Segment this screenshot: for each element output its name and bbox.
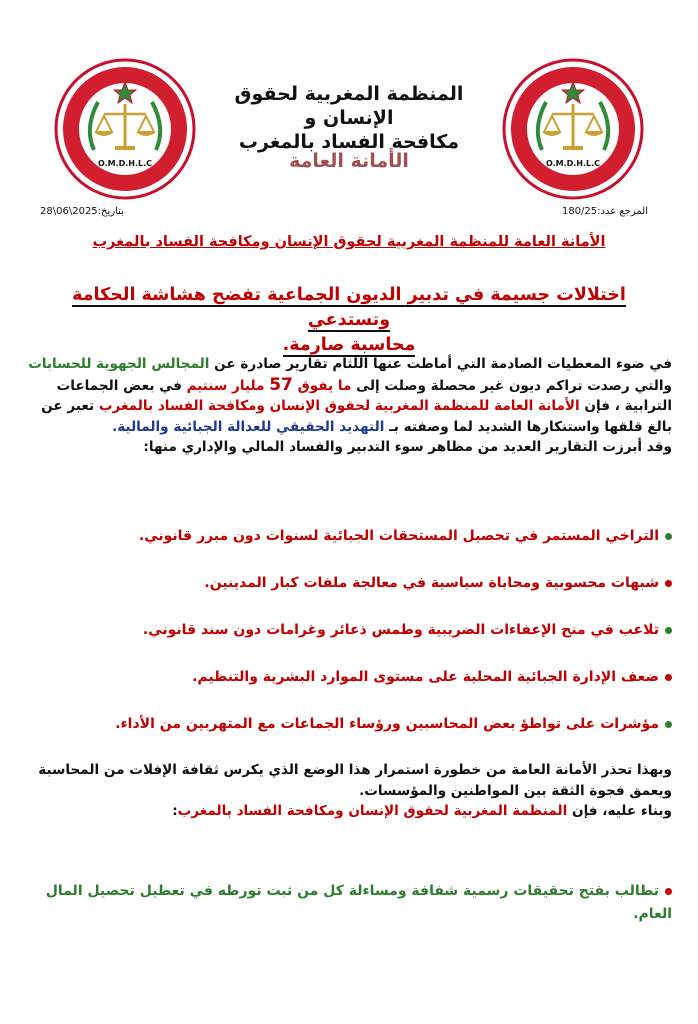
bullet-dot [665, 533, 672, 540]
amount-unit: مليار سنتيم [186, 377, 270, 394]
bullet-text: التراخي المستمر في تحصيل المستحقات الجبائية لسنوات دون مبرر قانوني. [138, 528, 659, 544]
headline-line2: محاسبة صارمة. [282, 335, 416, 355]
list-item [26, 716, 672, 732]
list-item [26, 622, 672, 638]
bullet-dot [665, 721, 672, 728]
issuer-name: الأمانة العامة للمنظمة المغربية لحقوق الإنسان ومكافحة الفساد بالمغرب [98, 398, 580, 414]
intro-text: والتي رصدت تراكم ديون غير محصلة وصلت إلى [351, 377, 672, 394]
list-item [26, 669, 672, 685]
bullet-dot [665, 888, 672, 895]
document-date: بتاريخ:2025\06\28 [40, 206, 124, 217]
logo-acronym: O.M.D.H.L.C [97, 159, 153, 168]
intro-text: في ضوء المعطيات الصادمة التي أماطت عنها اللثام تقارير صادرة عن [209, 356, 672, 372]
amount-value: 57 [269, 374, 293, 395]
bullet-dot [665, 627, 672, 634]
organization-reference: المنظمة المغربية لحقوق الإنسان ومكافحة الفساد بالمغرب [177, 803, 568, 819]
final-demand [26, 880, 672, 926]
organization-logo-left [54, 58, 196, 200]
intro-paragraph [26, 354, 672, 458]
bullet-text: مؤشرات على تواطؤ بعض المحاسبين ورؤساء الجماعات مع المتهربين من الأداء. [115, 716, 659, 732]
org-name-line2: مكافحة الفساد بالمغرب [238, 131, 460, 153]
regional-audit-courts: المجالس الجهوية للحسابات [28, 356, 210, 372]
intro-text: تعبر عن بالغ قلقها واستنكارها الشديد لما وصفته بـ [41, 398, 672, 435]
warning-text: وبهذا تحذر الأمانة العامة من خطورة استمرار هذا الوضع الذي يكرس ثقافة الإفلات من المحاسبة ويعمق فجوة الثقة بين المواطنين والمؤسسات. [38, 762, 672, 799]
logo-acronym: O.M.D.H.L.C [545, 159, 601, 168]
bullet-text: شبهات محسوبية ومحاباة سياسية في معالجة ملفات كبار المدينين. [204, 575, 659, 591]
org-name-line1: المنظمة المغربية لحقوق الإنسان و [234, 83, 464, 129]
fiscal-justice: للعدالة الجبائية والمالية. [112, 418, 277, 435]
bullet-text: تلاعب في منح الإعفاءات الضريبية وطمس ذعائر وغرامات دون سند قانوني. [142, 622, 659, 638]
colon: : [172, 803, 178, 819]
reports-highlight: وقد أبرزت التقارير العديد من مظاهر سوء التدبير والفساد المالي والإداري منها: [143, 439, 672, 455]
final-demand-text: تطالب بفتح تحقيقات رسمية شفافة ومساءلة كل من ثبت تورطه في تعطيل تحصيل المال العام. [45, 883, 672, 922]
organization-logo-right [502, 58, 644, 200]
list-item [26, 528, 672, 544]
real-threat: التهديد الحقيقي [276, 418, 385, 435]
list-item [26, 575, 672, 591]
therefore-text: وبناء عليه، فإن [567, 803, 672, 819]
warning-paragraph [26, 760, 672, 822]
organization-name [200, 82, 498, 154]
amount-prefix: ما يفوق [292, 377, 352, 394]
headline [28, 283, 670, 358]
headline-line1: اختلالات جسيمة في تدبير الديون الجماعية تفضح هشاشة الحكامة وتستدعي [72, 285, 626, 330]
bullet-text: ضعف الإدارة الجبائية المحلية على مستوى الموارد البشرية والتنظيم. [192, 669, 659, 685]
intro-text: في بعض الجماعات الترابية ، فإن [56, 377, 672, 414]
issuer-banner: الأمانة العامة للمنظمة المغربية لحقوق الإنسان ومكافحة الفساد بالمغرب [92, 234, 606, 250]
bullet-dot [665, 674, 672, 681]
general-secretariat-title: الأمانة العامة [289, 150, 409, 172]
bullet-dot [665, 580, 672, 587]
reference-number: المرجع عدد:180/25 [561, 206, 648, 217]
